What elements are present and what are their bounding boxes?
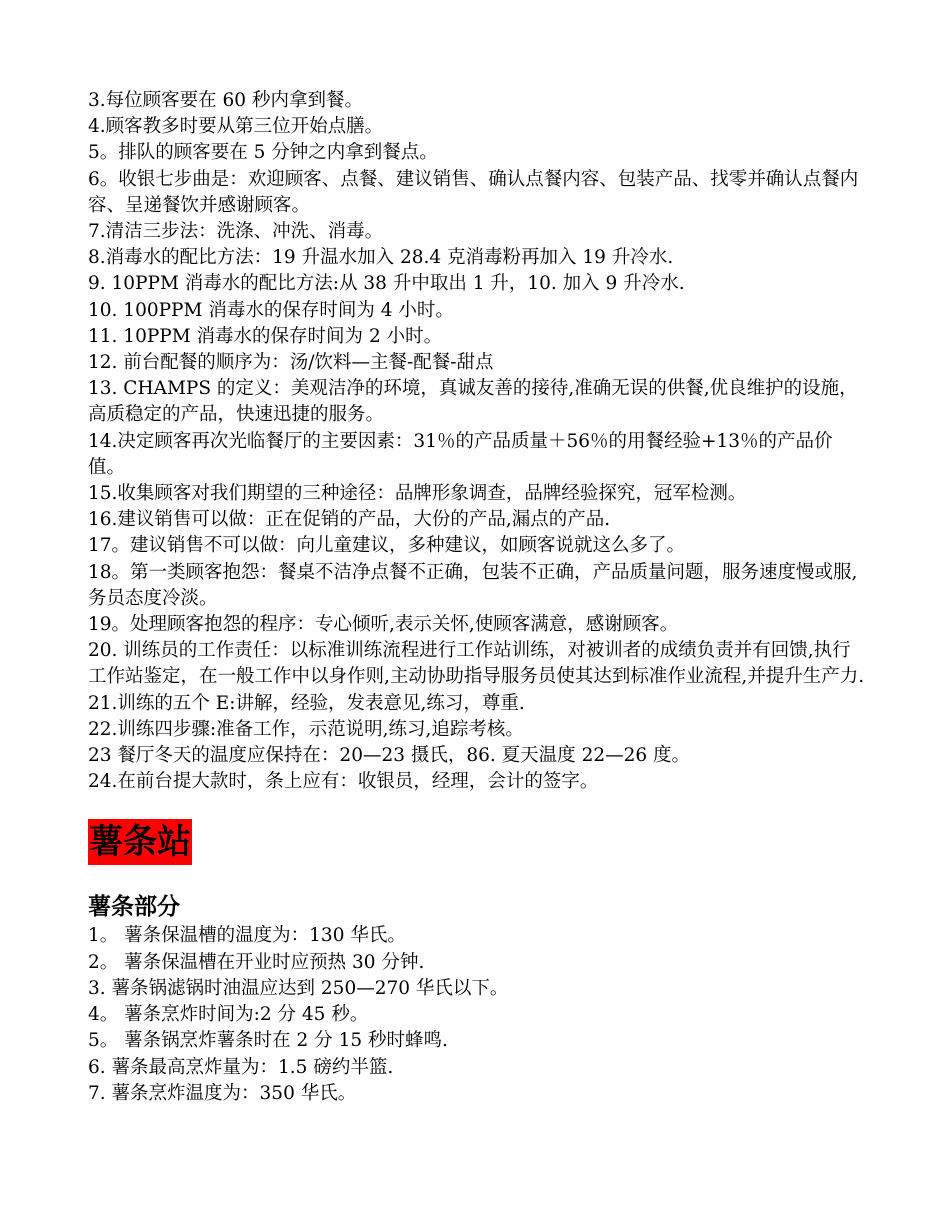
list-item: 10. 100PPM 消毒水的保存时间为 4 小时。 <box>88 299 454 321</box>
list-item: 18。第一类顾客抱怨：餐桌不洁净点餐不正确，包装不正确，产品质量问题，服务速度慢或服,务员态度冷淡。 <box>88 561 858 609</box>
document-page <box>88 88 868 1107</box>
list-item: 11. 10PPM 消毒水的保存时间为 2 小时。 <box>88 325 443 347</box>
list-item: 6。收银七步曲是：欢迎顾客、点餐、建议销售、确认点餐内容、包装产品、找零并确认点餐内容、呈递餐饮并感谢顾客。 <box>88 168 859 216</box>
list-item: 2。 薯条保温槽在开业时应预热 30 分钟. <box>88 951 425 973</box>
list-item: 9. 10PPM 消毒水的配比方法:从 38 升中取出 1 升，10. 加入 9 升冷水. <box>88 273 685 295</box>
list-item: 13. CHAMPS 的定义：美观洁净的环境，真诚友善的接待,准确无误的供餐,优良维护的设施，高质稳定的产品，快速迅捷的服务。 <box>88 378 858 426</box>
list-item: 8.消毒水的配比方法：19 升温水加入 28.4 克消毒粉再加入 19 升冷水. <box>88 247 674 269</box>
list-item: 24.在前台提大款时，条上应有：收银员，经理，会计的签字。 <box>88 771 599 793</box>
list-item: 3. 薯条锅滤锅时油温应达到 250—270 华氏以下。 <box>88 977 509 999</box>
fries-heading: 薯条部分 <box>88 893 180 921</box>
list-item: 22.训练四步骤:准备工作，示范说明,练习,追踪考核。 <box>88 718 524 740</box>
list-item: 7. 薯条烹炸温度为：350 华氏。 <box>88 1082 357 1104</box>
list-item: 5。 薯条锅烹炸薯条时在 2 分 15 秒时蜂鸣. <box>88 1030 448 1052</box>
list-item: 5。排队的顾客要在 5 分钟之内拿到餐点。 <box>88 142 438 164</box>
list-item: 21.训练的五个 E:讲解，经验，发表意见,练习，尊重. <box>88 692 525 714</box>
list-item: 4。 薯条烹炸时间为:2 分 45 秒。 <box>88 1004 369 1026</box>
list-item: 1。 薯条保温槽的温度为：130 华氏。 <box>88 925 406 947</box>
section-heading: 薯条站 <box>88 819 192 865</box>
list-item: 7.清洁三步法：洗涤、冲洗、消毒。 <box>88 221 384 243</box>
fries-list <box>88 923 868 1106</box>
list-item: 12. 前台配餐的顺序为：汤/饮料—主餐-配餐-甜点 <box>88 352 494 374</box>
list-item: 20. 训练员的工作责任：以标准训练流程进行工作站训练，对被训者的成绩负责并有回馈,执行工作站鉴定，在一般工作中以身作则,主动协助指导服务员使其达到标准作业流程,并提升生产力. <box>88 640 865 688</box>
list-item: 6. 薯条最高烹炸量为：1.5 磅约半篮. <box>88 1056 394 1078</box>
list-item: 3.每位顾客要在 60 秒内拿到餐。 <box>88 90 363 111</box>
list-item: 23 餐厅冬天的温度应保持在：20—23 摄氏，86. 夏天温度 22—26 度。 <box>88 745 691 767</box>
list-item: 17。建议销售不可以做：向儿童建议，多种建议，如顾客说就这么多了。 <box>88 535 686 557</box>
list-item: 16.建议销售可以做：正在促销的产品，大份的产品,漏点的产品. <box>88 509 611 531</box>
list-item: 19。处理顾客抱怨的程序：专心倾听,表示关怀,使顾客满意，感谢顾客。 <box>88 614 679 636</box>
list-item: 4.顾客教多时要从第三位开始点膳。 <box>88 116 384 138</box>
list-item: 14.决定顾客再次光临餐厅的主要因素：31％的产品质量＋56％的用餐经验+13％的产品价值。 <box>88 430 833 478</box>
list-item: 15.收集顾客对我们期望的三种途径：品牌形象调查，品牌经验探究，冠军检测。 <box>88 483 747 505</box>
rules-list <box>88 88 868 795</box>
